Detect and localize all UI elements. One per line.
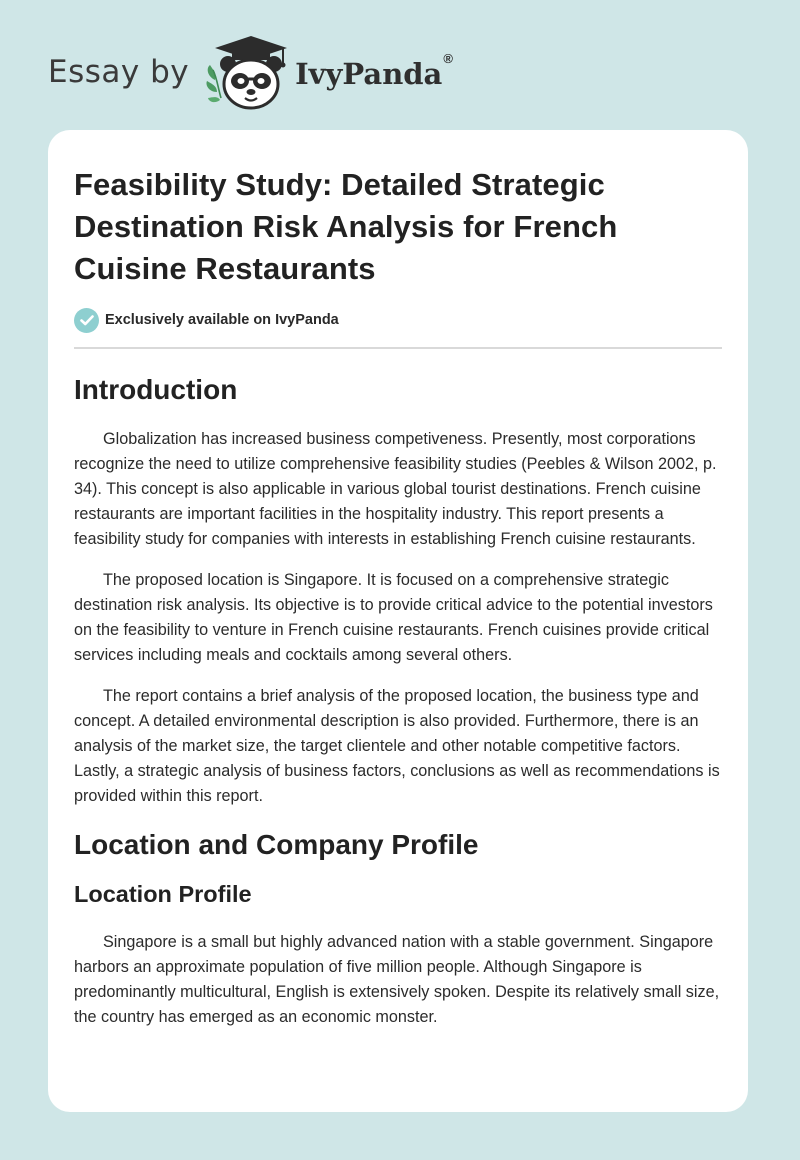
exclusive-text: Exclusively available on IvyPanda — [105, 312, 339, 328]
paragraph: The proposed location is Singapore. It is focused on a comprehensive strategic destination risk analysis. Its objective is to provide critical advice to the potential investors on the feasibility to venture in French cuisine restaurants. French cuisines provide critical services including meals and cocktails among several others. — [74, 571, 713, 664]
divider — [74, 347, 722, 349]
paragraph: Globalization has increased business competiveness. Presently, most corporations recognize the need to utilize comprehensive feasibility studies (Peebles & Wilson 2002, p. 34). This concept is also applicable in various global tourist destinations. French cuisine restaurants are important facilities in the hospitality industry. This report presents a feasibility study for companies with interests in establishing French cuisine restaurants. — [74, 430, 717, 548]
paragraph: The report contains a brief analysis of the proposed location, the business type and concept. A detailed environmental description is also provided. Furthermore, there is an analysis of the market size, the target clientele and other notable competitive factors. Lastly, a strategic analysis of business factors, conclusions as well as recommendations is provided within this report. — [74, 687, 720, 805]
brand-prefix: Essay by — [48, 54, 190, 90]
section-heading-introduction: Introduction — [74, 374, 238, 405]
exclusive-badge — [74, 307, 722, 333]
essay-content — [74, 130, 722, 1030]
registered-mark: ® — [443, 50, 453, 66]
subsection-heading-location-profile: Location Profile — [74, 881, 252, 907]
essay-card — [48, 130, 748, 1112]
section-heading-location-company-profile: Location and Company Profile — [74, 829, 479, 860]
paragraph: Singapore is a small but highly advanced nation with a stable government. Singapore harbors an approximate population of five million people. Although Singapore is predominantly multicultural, English is extensively spoken. Despite its relatively small size, the country has emerged as an economic monster. — [74, 933, 720, 1026]
brand-name[interactable]: IvyPanda — [295, 57, 443, 91]
essay-title: Feasibility Study: Detailed Strategic Destination Risk Analysis for French Cuisine Restaurants — [74, 167, 618, 286]
graduate-panda-logo-icon[interactable] — [201, 32, 293, 112]
checkmark-icon — [74, 308, 99, 333]
site-header — [48, 32, 453, 112]
